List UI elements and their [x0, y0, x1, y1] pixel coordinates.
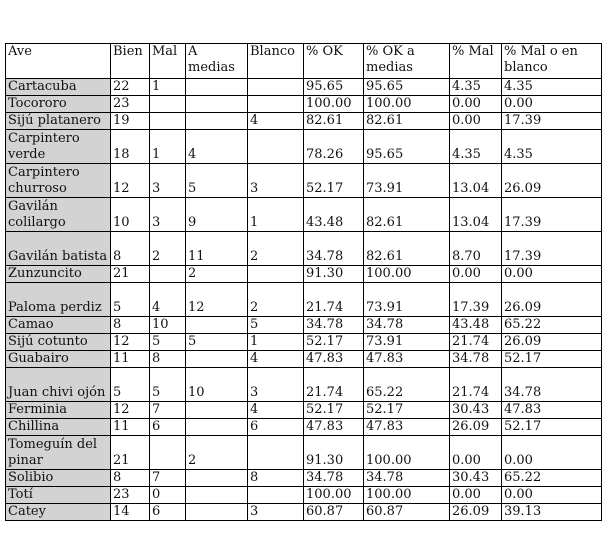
pct-ok-cell: 100.00: [304, 487, 364, 504]
bird-name-cell: Totí: [6, 487, 111, 504]
blanco-cell: 5: [248, 317, 304, 334]
table-row: [6, 164, 602, 198]
header-blanco: Blanco: [248, 44, 304, 79]
mal-cell: 5: [150, 334, 186, 351]
bird-name-cell: Juan chivi ojón: [6, 368, 111, 402]
bird-name-cell: Carpintero verde: [6, 130, 111, 164]
a-medias-cell: [186, 113, 248, 130]
bird-name-cell: Solibio: [6, 470, 111, 487]
bien-cell: 8: [111, 470, 150, 487]
blanco-cell: [248, 79, 304, 96]
table-row: [6, 232, 602, 266]
pct-mal-cell: 21.74: [450, 334, 502, 351]
blanco-cell: 2: [248, 232, 304, 266]
a-medias-cell: [186, 402, 248, 419]
pct-mal-o-en-blanco-cell: 4.35: [502, 130, 602, 164]
pct-ok-a-medias-cell: 47.83: [364, 419, 450, 436]
pct-ok-cell: 52.17: [304, 402, 364, 419]
pct-ok-cell: 91.30: [304, 436, 364, 470]
mal-cell: 10: [150, 317, 186, 334]
mal-cell: [150, 96, 186, 113]
pct-mal-cell: 30.43: [450, 470, 502, 487]
a-medias-cell: [186, 351, 248, 368]
bird-name-cell: Ferminia: [6, 402, 111, 419]
a-medias-cell: 5: [186, 164, 248, 198]
blanco-cell: [248, 436, 304, 470]
table-row: [6, 96, 602, 113]
mal-cell: 2: [150, 232, 186, 266]
bien-cell: 12: [111, 402, 150, 419]
table-row: [6, 79, 602, 96]
header-pct-ok: % OK: [304, 44, 364, 79]
blanco-cell: [248, 487, 304, 504]
pct-mal-o-en-blanco-cell: 52.17: [502, 419, 602, 436]
bien-cell: 23: [111, 487, 150, 504]
bien-cell: 14: [111, 504, 150, 521]
bien-cell: 8: [111, 317, 150, 334]
pct-ok-cell: 34.78: [304, 232, 364, 266]
bien-cell: 11: [111, 351, 150, 368]
table-row: [6, 317, 602, 334]
pct-ok-a-medias-cell: 73.91: [364, 334, 450, 351]
mal-cell: 7: [150, 470, 186, 487]
mal-cell: 1: [150, 130, 186, 164]
table-row: [6, 504, 602, 521]
header-mal: Mal: [150, 44, 186, 79]
pct-ok-a-medias-cell: 100.00: [364, 436, 450, 470]
blanco-cell: 8: [248, 470, 304, 487]
table-row: [6, 198, 602, 232]
pct-ok-a-medias-cell: 82.61: [364, 198, 450, 232]
mal-cell: 1: [150, 79, 186, 96]
header-pct-ok-a-medias: % OK a medias: [364, 44, 450, 79]
pct-ok-a-medias-cell: 100.00: [364, 96, 450, 113]
bien-cell: 5: [111, 283, 150, 317]
pct-ok-cell: 43.48: [304, 198, 364, 232]
bien-cell: 12: [111, 164, 150, 198]
a-medias-cell: 10: [186, 368, 248, 402]
bien-cell: 10: [111, 198, 150, 232]
mal-cell: [150, 266, 186, 283]
table-row: [6, 487, 602, 504]
a-medias-cell: 2: [186, 266, 248, 283]
header-bien: Bien: [111, 44, 150, 79]
a-medias-cell: [186, 317, 248, 334]
pct-ok-cell: 95.65: [304, 79, 364, 96]
table-row: [6, 402, 602, 419]
table-row: [6, 334, 602, 351]
mal-cell: 3: [150, 198, 186, 232]
blanco-cell: 4: [248, 113, 304, 130]
mal-cell: 3: [150, 164, 186, 198]
mal-cell: [150, 113, 186, 130]
pct-mal-cell: 0.00: [450, 266, 502, 283]
pct-mal-cell: 30.43: [450, 402, 502, 419]
mal-cell: 8: [150, 351, 186, 368]
pct-mal-o-en-blanco-cell: 17.39: [502, 113, 602, 130]
a-medias-cell: 5: [186, 334, 248, 351]
pct-ok-a-medias-cell: 73.91: [364, 164, 450, 198]
pct-ok-a-medias-cell: 82.61: [364, 113, 450, 130]
blanco-cell: 4: [248, 402, 304, 419]
pct-ok-cell: 21.74: [304, 368, 364, 402]
blanco-cell: 3: [248, 368, 304, 402]
pct-mal-cell: 21.74: [450, 368, 502, 402]
blanco-cell: 6: [248, 419, 304, 436]
pct-ok-a-medias-cell: 100.00: [364, 266, 450, 283]
pct-mal-o-en-blanco-cell: 17.39: [502, 198, 602, 232]
pct-mal-cell: 43.48: [450, 317, 502, 334]
bird-name-cell: Chillina: [6, 419, 111, 436]
table-row: [6, 419, 602, 436]
pct-mal-o-en-blanco-cell: 4.35: [502, 79, 602, 96]
bird-name-cell: Carpintero churroso: [6, 164, 111, 198]
pct-ok-a-medias-cell: 95.65: [364, 130, 450, 164]
pct-ok-cell: 100.00: [304, 96, 364, 113]
bien-cell: 23: [111, 96, 150, 113]
bird-name-cell: Gavilán colilargo: [6, 198, 111, 232]
pct-ok-a-medias-cell: 100.00: [364, 487, 450, 504]
mal-cell: 5: [150, 368, 186, 402]
a-medias-cell: 2: [186, 436, 248, 470]
pct-mal-cell: 13.04: [450, 198, 502, 232]
bien-cell: 8: [111, 232, 150, 266]
pct-ok-cell: 91.30: [304, 266, 364, 283]
pct-ok-a-medias-cell: 52.17: [364, 402, 450, 419]
mal-cell: 6: [150, 419, 186, 436]
header-pct-mal-o-en-blanco: % Mal o en blanco: [502, 44, 602, 79]
mal-cell: 4: [150, 283, 186, 317]
a-medias-cell: [186, 79, 248, 96]
table-body: [6, 44, 602, 521]
bird-name-cell: Sijú cotunto: [6, 334, 111, 351]
pct-ok-cell: 34.78: [304, 470, 364, 487]
table-row: [6, 436, 602, 470]
a-medias-cell: 11: [186, 232, 248, 266]
pct-mal-cell: 0.00: [450, 436, 502, 470]
pct-ok-a-medias-cell: 47.83: [364, 351, 450, 368]
pct-ok-cell: 52.17: [304, 334, 364, 351]
pct-ok-a-medias-cell: 34.78: [364, 317, 450, 334]
mal-cell: 0: [150, 487, 186, 504]
pct-mal-cell: 26.09: [450, 419, 502, 436]
pct-mal-cell: 0.00: [450, 113, 502, 130]
bien-cell: 19: [111, 113, 150, 130]
a-medias-cell: [186, 487, 248, 504]
a-medias-cell: [186, 504, 248, 521]
pct-mal-o-en-blanco-cell: 34.78: [502, 368, 602, 402]
pct-ok-a-medias-cell: 34.78: [364, 470, 450, 487]
bien-cell: 22: [111, 79, 150, 96]
pct-mal-cell: 8.70: [450, 232, 502, 266]
pct-ok-a-medias-cell: 73.91: [364, 283, 450, 317]
blanco-cell: 2: [248, 283, 304, 317]
pct-mal-cell: 4.35: [450, 130, 502, 164]
mal-cell: 6: [150, 504, 186, 521]
pct-ok-cell: 47.83: [304, 351, 364, 368]
a-medias-cell: 4: [186, 130, 248, 164]
pct-ok-cell: 82.61: [304, 113, 364, 130]
pct-mal-o-en-blanco-cell: 0.00: [502, 436, 602, 470]
pct-mal-cell: 34.78: [450, 351, 502, 368]
table-row: [6, 113, 602, 130]
bird-name-cell: Tocororo: [6, 96, 111, 113]
bien-cell: 12: [111, 334, 150, 351]
pct-mal-cell: 4.35: [450, 79, 502, 96]
pct-mal-o-en-blanco-cell: 17.39: [502, 232, 602, 266]
blanco-cell: 3: [248, 504, 304, 521]
pct-mal-o-en-blanco-cell: 26.09: [502, 334, 602, 351]
table-row: [6, 470, 602, 487]
pct-ok-cell: 60.87: [304, 504, 364, 521]
bird-name-cell: Guabairo: [6, 351, 111, 368]
pct-mal-o-en-blanco-cell: 26.09: [502, 164, 602, 198]
blanco-cell: [248, 96, 304, 113]
bird-name-cell: Gavilán batista: [6, 232, 111, 266]
bird-name-cell: Sijú platanero: [6, 113, 111, 130]
bien-cell: 18: [111, 130, 150, 164]
pct-mal-o-en-blanco-cell: 0.00: [502, 487, 602, 504]
blanco-cell: [248, 266, 304, 283]
pct-mal-o-en-blanco-cell: 52.17: [502, 351, 602, 368]
bird-name-cell: Tomeguín del pinar: [6, 436, 111, 470]
blanco-cell: 1: [248, 198, 304, 232]
pct-mal-o-en-blanco-cell: 47.83: [502, 402, 602, 419]
header-row: [6, 44, 602, 79]
a-medias-cell: [186, 470, 248, 487]
bien-cell: 5: [111, 368, 150, 402]
header-a-medias: A medias: [186, 44, 248, 79]
pct-ok-a-medias-cell: 65.22: [364, 368, 450, 402]
bird-name-cell: Paloma perdiz: [6, 283, 111, 317]
a-medias-cell: 12: [186, 283, 248, 317]
bien-cell: 21: [111, 266, 150, 283]
pct-mal-o-en-blanco-cell: 39.13: [502, 504, 602, 521]
blanco-cell: 4: [248, 351, 304, 368]
pct-mal-o-en-blanco-cell: 0.00: [502, 96, 602, 113]
bird-name-cell: Zunzuncito: [6, 266, 111, 283]
bird-results-table: [5, 43, 602, 521]
pct-ok-a-medias-cell: 60.87: [364, 504, 450, 521]
pct-mal-cell: 13.04: [450, 164, 502, 198]
pct-mal-cell: 0.00: [450, 487, 502, 504]
pct-ok-a-medias-cell: 95.65: [364, 79, 450, 96]
bird-name-cell: Camao: [6, 317, 111, 334]
a-medias-cell: [186, 419, 248, 436]
mal-cell: 7: [150, 402, 186, 419]
pct-mal-cell: 0.00: [450, 96, 502, 113]
pct-mal-o-en-blanco-cell: 26.09: [502, 283, 602, 317]
pct-mal-o-en-blanco-cell: 65.22: [502, 470, 602, 487]
blanco-cell: 1: [248, 334, 304, 351]
header-pct-mal: % Mal: [450, 44, 502, 79]
pct-ok-cell: 34.78: [304, 317, 364, 334]
pct-mal-o-en-blanco-cell: 65.22: [502, 317, 602, 334]
table-row: [6, 351, 602, 368]
mal-cell: [150, 436, 186, 470]
pct-ok-cell: 78.26: [304, 130, 364, 164]
a-medias-cell: [186, 96, 248, 113]
pct-ok-cell: 52.17: [304, 164, 364, 198]
bird-name-cell: Cartacuba: [6, 79, 111, 96]
a-medias-cell: 9: [186, 198, 248, 232]
blanco-cell: [248, 130, 304, 164]
bien-cell: 11: [111, 419, 150, 436]
bien-cell: 21: [111, 436, 150, 470]
pct-mal-cell: 17.39: [450, 283, 502, 317]
header-ave: Ave: [6, 44, 111, 79]
table-row: [6, 283, 602, 317]
pct-mal-o-en-blanco-cell: 0.00: [502, 266, 602, 283]
table-row: [6, 368, 602, 402]
pct-ok-cell: 47.83: [304, 419, 364, 436]
bird-name-cell: Catey: [6, 504, 111, 521]
table-row: [6, 130, 602, 164]
pct-ok-a-medias-cell: 82.61: [364, 232, 450, 266]
table-row: [6, 266, 602, 283]
pct-ok-cell: 21.74: [304, 283, 364, 317]
blanco-cell: 3: [248, 164, 304, 198]
pct-mal-cell: 26.09: [450, 504, 502, 521]
